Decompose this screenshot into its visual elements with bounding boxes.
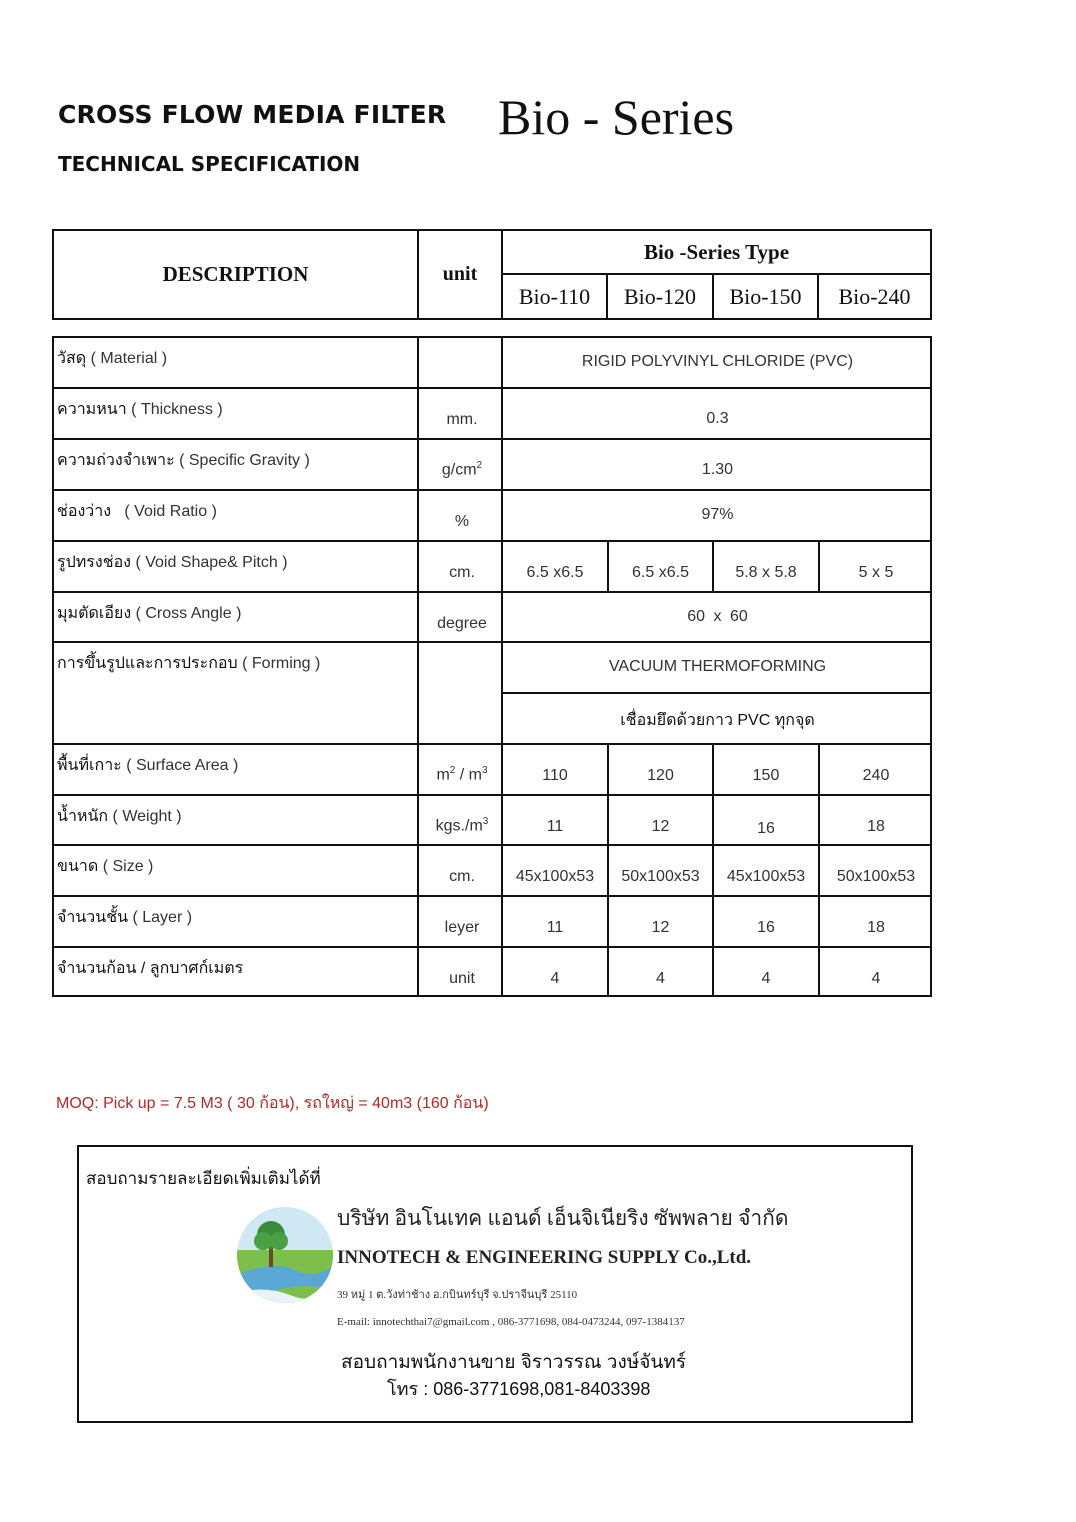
row-cross-angle: มุมตัดเอียง ( Cross Angle ) degree 60 x 60 — [54, 593, 930, 641]
layer-bio-150: 16 — [757, 919, 775, 936]
spec-header-table — [52, 229, 932, 320]
weight-bio-240: 18 — [867, 818, 885, 835]
unit-header: unit — [442, 263, 478, 285]
description-header: DESCRIPTION — [162, 262, 309, 286]
units-bio-120: 4 — [656, 970, 665, 987]
void-shape-label: รูปทรงช่อง — [57, 554, 131, 571]
thickness-label: ความหนา — [57, 401, 127, 418]
surface-bio-120: 120 — [647, 767, 674, 784]
row-layer: จำนวนชั้น ( Layer ) leyer 11 12 16 18 — [54, 897, 930, 946]
row-weight: น้ำหนัก ( Weight ) $kgs./m^3$ 11 12 16 18 — [54, 796, 930, 844]
row-material: วัสดุ ( Material ) RIGID POLYVINYL CHLORIDE (PVC) — [54, 338, 930, 387]
inquiry-text: สอบถามรายละเอียดเพิ่มเติมได้ที่ — [86, 1169, 321, 1188]
size-bio-240: 50x100x53 — [836, 868, 916, 885]
units-per-m3-unit: unit — [449, 970, 475, 987]
void-shape-bio-120: 6.5 x6.5 — [632, 564, 689, 581]
layer-label: จำนวนชั้น — [57, 909, 129, 926]
row-void-shape: รูปทรงช่อง ( Void Shape& Pitch ) cm. 6.5 x6.5 6.5 x6.5 5.8 x 5.8 5 x 5 — [54, 542, 930, 591]
cross-angle-unit: degree — [437, 615, 487, 632]
sales-phone: โทร : 086-3771698,081-8403398 — [387, 1379, 651, 1399]
void-shape-bio-240: 5 x 5 — [858, 564, 894, 581]
units-bio-110: 4 — [550, 970, 560, 987]
model-header-bio-120: Bio-120 — [623, 283, 697, 309]
cross-angle-value: 60 x 60 — [687, 608, 748, 625]
cross-angle-label: มุมตัดเอียง — [57, 605, 132, 622]
gravity-label: ความถ่วงจำเพาะ — [57, 452, 175, 469]
model-header-bio-240: Bio-240 — [838, 283, 911, 309]
weight-unit: $kgs./m^3$ — [435, 816, 489, 835]
weight-bio-120: 12 — [651, 818, 670, 835]
void-shape-bio-150: 5.8 x 5.8 — [735, 564, 797, 581]
row-specific-gravity: ความถ่วงจำเพาะ ( Specific Gravity ) $g/cm^2$ 1.30 — [54, 440, 930, 489]
surface-bio-240: 240 — [862, 767, 890, 784]
size-bio-150: 45x100x53 — [726, 868, 806, 885]
company-name-english: INNOTECH & ENGINEERING SUPPLY Co.,Ltd. — [337, 1247, 752, 1268]
contact-box — [77, 1145, 913, 1423]
surface-label: พื้นที่เกาะ — [57, 757, 122, 774]
row-forming: การขึ้นรูปและการประกอบ ( Forming ) VACUUM THERMOFORMING เชื่อมยึดด้วยกาว PVC ทุกจุด — [54, 643, 930, 743]
model-header-bio-110: Bio-110 — [518, 283, 591, 309]
size-unit: cm. — [449, 868, 475, 885]
weight-bio-150: 16 — [757, 820, 775, 837]
layer-unit: leyer — [444, 919, 480, 936]
company-address: 39 หมู่ 1 ต.วังท่าช้าง อ.กบินทร์บุรี จ.ปราจีนบุรี 25110 — [337, 1289, 578, 1301]
sales-contact: สอบถามพนักงานขาย จิราวรรณ วงษ์จันทร์ — [341, 1352, 687, 1373]
row-thickness: ความหนา ( Thickness ) mm. 0.3 — [54, 389, 930, 438]
layer-bio-120: 12 — [651, 919, 670, 936]
surface-unit: $m^2 / m^3$ — [436, 765, 488, 784]
void-ratio-unit: % — [454, 513, 470, 530]
surface-bio-110: 110 — [542, 767, 568, 784]
row-size: ขนาด ( Size ) cm. 45x100x53 50x100x53 45x100x53 50x100x53 — [54, 846, 930, 895]
units-per-m3-label: จำนวนก้อน / ลูกบาศก์เมตร — [57, 960, 244, 977]
forming-value-1: VACUUM THERMOFORMING — [608, 658, 827, 675]
gravity-unit: $g/cm^2$ — [441, 460, 483, 479]
void-ratio-label: ช่องว่าง — [57, 503, 112, 520]
size-bio-110: 45x100x53 — [515, 868, 595, 885]
forming-label: การขึ้นรูปและการประกอบ — [57, 655, 238, 672]
company-email-phones: E-mail: innotechthai7@gmail.com , 086-3771698, 084-0473244, 097-1384137 — [337, 1316, 685, 1328]
layer-bio-240: 18 — [867, 919, 885, 936]
void-shape-unit: cm. — [449, 564, 475, 581]
gravity-value: 1.30 — [701, 461, 734, 478]
units-bio-150: 4 — [761, 970, 771, 987]
thickness-value: 0.3 — [706, 410, 729, 427]
surface-bio-150: 150 — [752, 767, 780, 784]
moq-note: MOQ: Pick up = 7.5 M3 ( 30 ก้อน), รถใหญ่ = 40m3 (160 ก้อน) — [56, 1095, 489, 1112]
material-label: วัสดุ — [57, 350, 87, 367]
size-label: ขนาด — [57, 858, 99, 875]
void-ratio-value: 97% — [701, 506, 734, 523]
company-logo-icon — [235, 1205, 335, 1305]
document-subtitle: TECHNICAL SPECIFICATION — [58, 152, 361, 176]
material-value: RIGID POLYVINYL CHLORIDE (PVC) — [581, 353, 854, 370]
size-bio-120: 50x100x53 — [621, 868, 700, 885]
void-shape-bio-110: 6.5 x6.5 — [526, 564, 584, 581]
layer-bio-110: 11 — [546, 919, 564, 936]
row-units-per-m3 — [54, 948, 930, 997]
spec-table — [52, 336, 932, 997]
row-surface-area: พื้นที่เกาะ ( Surface Area ) $m^2 / m^3$ 110 120 150 240 — [54, 745, 930, 794]
weight-bio-110: 11 — [546, 818, 564, 835]
document-title: CROSS FLOW MEDIA FILTER — [58, 100, 447, 129]
weight-label: น้ำหนัก — [57, 808, 109, 825]
units-bio-240: 4 — [871, 970, 881, 987]
thickness-unit: mm. — [446, 411, 478, 428]
forming-value-2: เชื่อมยึดด้วยกาว PVC ทุกจุด — [620, 712, 815, 729]
series-title: Bio - Series — [498, 89, 735, 145]
row-void-ratio: ช่องว่าง ( Void Ratio ) % 97% — [54, 491, 930, 540]
series-type-header: Bio -Series Type — [643, 239, 790, 264]
model-header-bio-150: Bio-150 — [729, 283, 802, 309]
company-name-thai: บริษัท อินโนเทค แอนด์ เอ็นจิเนียริง ซัพพลาย จำกัด — [337, 1206, 789, 1230]
